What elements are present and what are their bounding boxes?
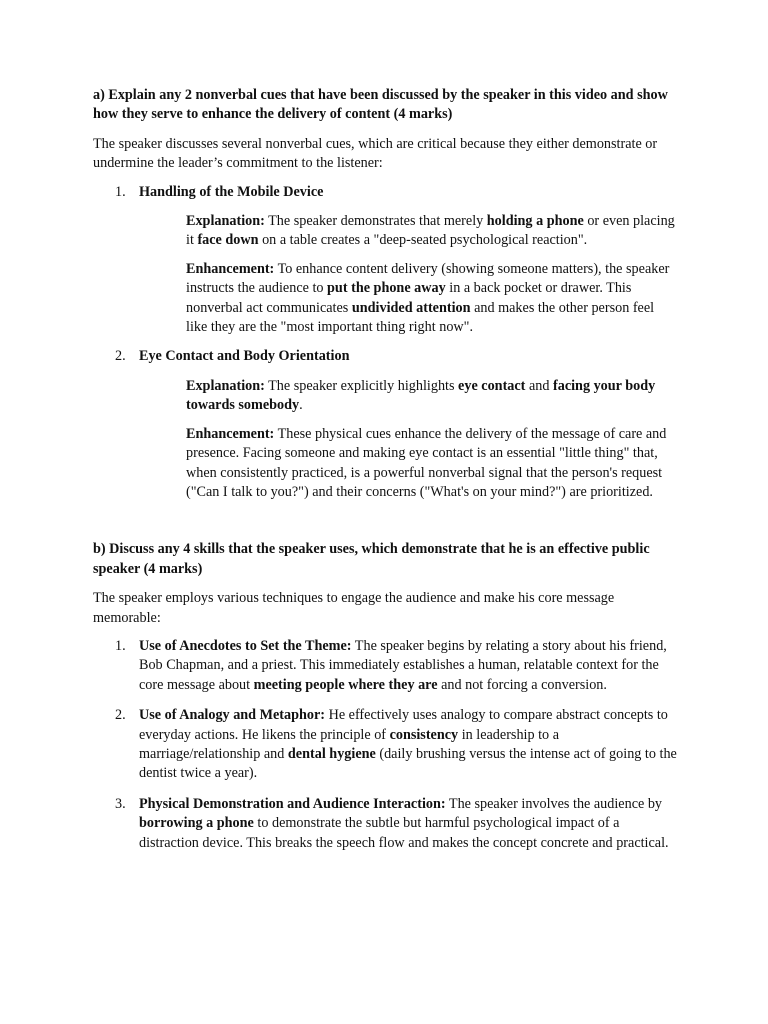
enhancement-label: Enhancement: bbox=[186, 425, 275, 442]
explanation-text: on a table creates a "deep-seated psychological reaction". bbox=[258, 232, 588, 249]
cue-explanation bbox=[186, 377, 678, 416]
section-b bbox=[93, 540, 678, 853]
cue-enhancement bbox=[186, 260, 678, 338]
skill-paragraph bbox=[139, 637, 678, 695]
list-number: 1. bbox=[115, 637, 126, 654]
list-item bbox=[93, 347, 678, 502]
emphasis-text: undivided attention bbox=[351, 299, 471, 316]
explanation-text: and bbox=[525, 377, 553, 394]
list-number: 2. bbox=[115, 348, 126, 365]
emphasis-text: borrowing a phone bbox=[139, 815, 254, 832]
skill-paragraph bbox=[139, 795, 678, 853]
skill-text: to demonstrate the subtle but harmful psychological impact of a distraction device. This breaks the speech flow and makes the concept concrete and practical. bbox=[139, 815, 669, 851]
skill-title: Physical Demonstration and Audience Interaction: bbox=[139, 795, 446, 812]
skill-text: and not forcing a conversion. bbox=[437, 676, 607, 693]
section-b-intro: The speaker employs various techniques to engage the audience and make his core message memorable: bbox=[93, 590, 615, 626]
emphasis-text: consistency bbox=[389, 726, 459, 743]
enhancement-text: To enhance content delivery (showing someone matters), the speaker instructs the audience to bbox=[186, 260, 670, 297]
question-a-heading: a) Explain any 2 nonverbal cues that have been discussed by the speaker in this video and show how they serve to enhance the delivery of content (4 marks) bbox=[93, 87, 668, 123]
cue-title: Eye Contact and Body Orientation bbox=[139, 348, 350, 365]
skill-text: in leadership to a marriage/relationship and bbox=[139, 726, 559, 762]
skill-text: He effectively uses analogy to compare abstract concepts to everyday actions. He likens the principle of bbox=[139, 707, 668, 743]
list-item bbox=[93, 183, 678, 338]
emphasis-text: facing your body towards somebody bbox=[186, 377, 656, 414]
skill-text: The speaker involves the audience by bbox=[445, 795, 663, 812]
list-number: 1. bbox=[115, 183, 126, 200]
skill-title: Use of Anecdotes to Set the Theme: bbox=[139, 637, 352, 654]
explanation-label: Explanation: bbox=[186, 213, 265, 230]
explanation-text: The speaker explicitly highlights bbox=[264, 377, 459, 394]
question-b-heading: b) Discuss any 4 skills that the speaker uses, which demonstrate that he is an effective public speaker (4 marks) bbox=[93, 541, 650, 577]
nonverbal-cues-list bbox=[93, 183, 678, 503]
skill-text: The speaker begins by relating a story about his friend, Bob Chapman, and a priest. This immediately establishes a human, relatable context for the core message about bbox=[139, 637, 667, 693]
list-item bbox=[93, 637, 678, 695]
list-item bbox=[93, 795, 678, 853]
list-number: 2. bbox=[115, 707, 126, 724]
enhancement-text: These physical cues enhance the delivery of the message of care and presence. Facing someone and making eye contact is an essential "little thing" that, when consistently practiced, is a powerful nonverbal signal that the person's request ("Can I talk to you?") and their concerns ("What's on your mind?") are prioritized. bbox=[186, 425, 667, 500]
skill-paragraph bbox=[139, 706, 678, 784]
list-number: 3. bbox=[115, 795, 126, 812]
enhancement-label: Enhancement: bbox=[186, 260, 275, 277]
cue-explanation bbox=[186, 212, 678, 251]
speaker-skills-list bbox=[93, 637, 678, 853]
emphasis-text: holding a phone bbox=[486, 213, 584, 230]
list-item bbox=[93, 706, 678, 784]
explanation-text: The speaker demonstrates that merely bbox=[264, 213, 487, 230]
emphasis-text: face down bbox=[197, 232, 259, 249]
enhancement-text: and makes the other person feel like they are the "most important thing right now". bbox=[186, 299, 655, 336]
explanation-text: . bbox=[299, 397, 303, 414]
explanation-text: or even placing it bbox=[186, 213, 675, 249]
emphasis-text: eye contact bbox=[458, 377, 526, 394]
section-a bbox=[93, 86, 678, 502]
emphasis-text: put the phone away bbox=[327, 280, 446, 297]
section-a-intro: The speaker discusses several nonverbal cues, which are critical because they either demonstrate or undermine the leader’s commitment to the listener: bbox=[93, 135, 658, 172]
emphasis-text: dental hygiene bbox=[287, 745, 376, 762]
emphasis-text: meeting people where they are bbox=[253, 676, 438, 693]
cue-title: Handling of the Mobile Device bbox=[139, 183, 324, 200]
cue-enhancement bbox=[186, 425, 678, 503]
explanation-label: Explanation: bbox=[186, 377, 265, 394]
skill-text: (daily brushing versus the intense act of going to the dentist twice a year). bbox=[139, 745, 677, 782]
enhancement-text: in a back pocket or drawer. This nonverbal act communicates bbox=[186, 280, 632, 316]
skill-title: Use of Analogy and Metaphor: bbox=[139, 707, 326, 724]
